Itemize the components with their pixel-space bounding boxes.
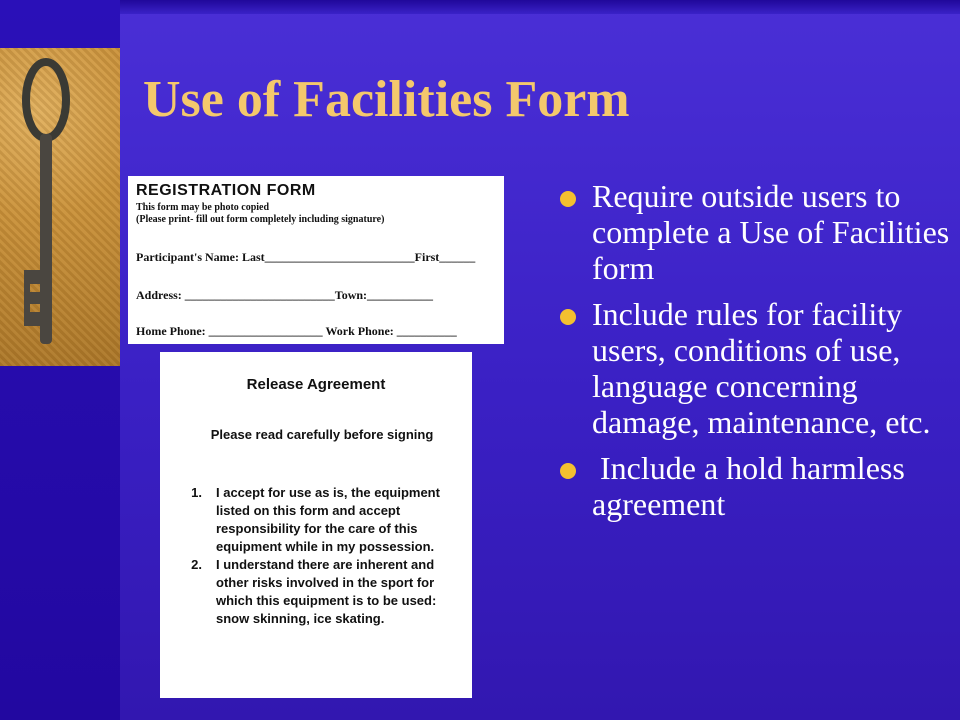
- release-agreement-list: [172, 484, 462, 628]
- release-agreement-subtitle: Please read carefully before signing: [210, 427, 434, 442]
- bullet-text: Include a hold harmless agreement: [592, 450, 913, 522]
- registration-form-title: REGISTRATION FORM: [136, 182, 316, 199]
- registration-form-subtitle-2: (Please print- fill out form completely including signature): [136, 214, 385, 225]
- list-item: [172, 484, 462, 556]
- list-item-text: I accept for use as is, the equipment listed on this form and accept responsibility for the care of this equipment while in my possession.: [216, 485, 440, 554]
- registration-form-image: [128, 176, 504, 344]
- old-key-image: [0, 48, 120, 366]
- registration-form-subtitle-1: This form may be photo copied: [136, 202, 270, 213]
- release-agreement-image: [160, 352, 472, 698]
- slide-title: Use of Facilities Form: [143, 71, 630, 128]
- bullet-dot-icon: [560, 309, 576, 325]
- bullet-dot-icon: [560, 191, 576, 207]
- bullet-dot-icon: [560, 463, 576, 479]
- list-item-text: I understand there are inherent and other risks involved in the sport for which this equipment is to be used: snow skinning, ice skating.: [216, 557, 437, 626]
- list-item: [172, 556, 462, 628]
- bullet-text: Include rules for facility users, conditions of use, language concerning damage, maintenance, etc.: [592, 296, 931, 440]
- list-item-number: 1.: [191, 485, 202, 500]
- phone-line: Home Phone: ___________________ Work Phone: __________: [136, 324, 457, 338]
- address-line: Address: _________________________Town:___________: [136, 288, 434, 302]
- participant-name-line: Participant's Name: Last_________________________First______: [136, 250, 476, 264]
- bullet-item: [560, 450, 950, 522]
- release-agreement-title: Release Agreement: [246, 376, 386, 393]
- list-item-number: 2.: [191, 557, 202, 572]
- top-bar: [120, 0, 960, 14]
- bullet-text: Require outside users to complete a Use of Facilities form: [592, 178, 950, 286]
- key-icon: [0, 48, 120, 366]
- bullet-item: [560, 296, 950, 440]
- bullet-list: [560, 178, 950, 532]
- bullet-item: [560, 178, 950, 286]
